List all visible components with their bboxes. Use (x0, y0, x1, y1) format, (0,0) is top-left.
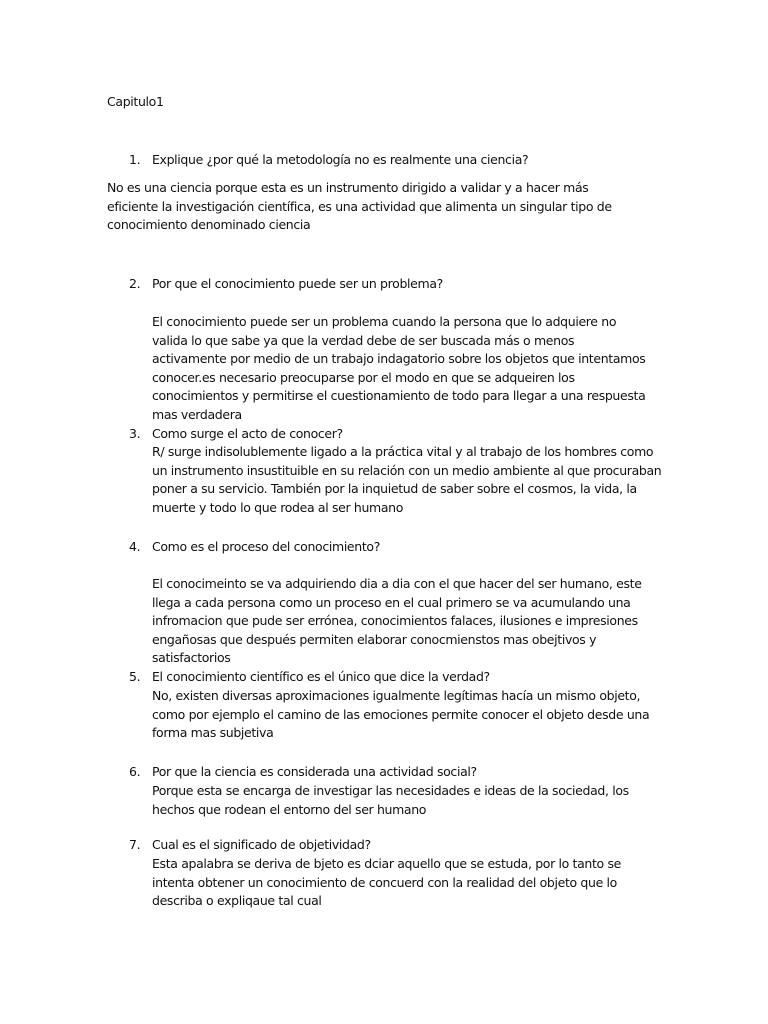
question-text: Como es el proceso del conocimiento? (152, 539, 380, 554)
question-text: Por que el conocimiento puede ser un problema? (152, 276, 443, 291)
question-text: Como surge el acto de conocer? (152, 426, 343, 441)
question-number: 3. (129, 426, 141, 441)
answer-text: R/ surge indisolublemente ligado a la práctica vital y al trabajo de los hombres como un instrumento insustituible en su relación con un medio ambiente al que procuraban poner a su servicio. También por la inquietud de saber sobre el cosmos, la vida, la muerte y todo lo que rodea al ser humano (152, 444, 662, 515)
question-text: Cual es el significado de objetividad? (152, 837, 371, 852)
answer-text: No es una ciencia porque esta es un instrumento dirigido a validar y a hacer más eficiente la investigación científica, es una actividad que alimenta un singular tipo de conocimiento denominado ciencia (107, 180, 612, 232)
question-number: 7. (129, 837, 141, 852)
question-text: Por que la ciencia es considerada una actividad social? (152, 764, 477, 779)
question-number: 5. (129, 669, 141, 684)
question-number: 2. (129, 276, 141, 291)
answer-text: No, existen diversas aproximaciones igualmente legítimas hacía un mismo objeto, como por ejemplo el camino de las emociones permite conocer el objeto desde una forma mas subjetiva (152, 688, 650, 740)
answer-text: Esta apalabra se deriva de bjeto es dciar aquello que se estuda, por lo tanto se intenta obtener un conocimiento de concuerd con la realidad del objeto que lo describa o expliqaue tal cual (152, 856, 621, 908)
question-text: Explique ¿por qué la metodología no es realmente una ciencia? (152, 152, 529, 167)
question-number: 6. (129, 764, 141, 779)
answer-text: El conocimiento puede ser un problema cuando la persona que lo adquiere no valida lo que sabe ya que la verdad debe de ser buscada más o menos activamente por medio de un trabajo indagatorio sobre los objetos que intentamos conocer.es necesario preocuparse por el modo en que se adqueiren los conocimientos y permitirse el cuestionamiento de todo para llegar a una respuesta mas verdadera (152, 314, 646, 422)
answer-text: Porque esta se encarga de investigar las necesidades e ideas de la sociedad, los hechos que rodean el entorno del ser humano (152, 783, 629, 817)
chapter-title: Capitulo1 (107, 94, 164, 109)
question-text: El conocimiento científico es el único que dice la verdad? (152, 669, 490, 684)
question-number: 1. (129, 152, 141, 167)
question-number: 4. (129, 539, 141, 554)
answer-text: El conocimeinto se va adquiriendo dia a dia con el que hacer del ser humano, este llega a cada persona como un proceso en el cual primero se va acumulando una infromacion que pude ser errónea, conocimientos falaces, ilusiones e impresiones engañosas que después permiten elaborar conocmienstos mas obejtivos y satisfactorios (152, 576, 642, 665)
